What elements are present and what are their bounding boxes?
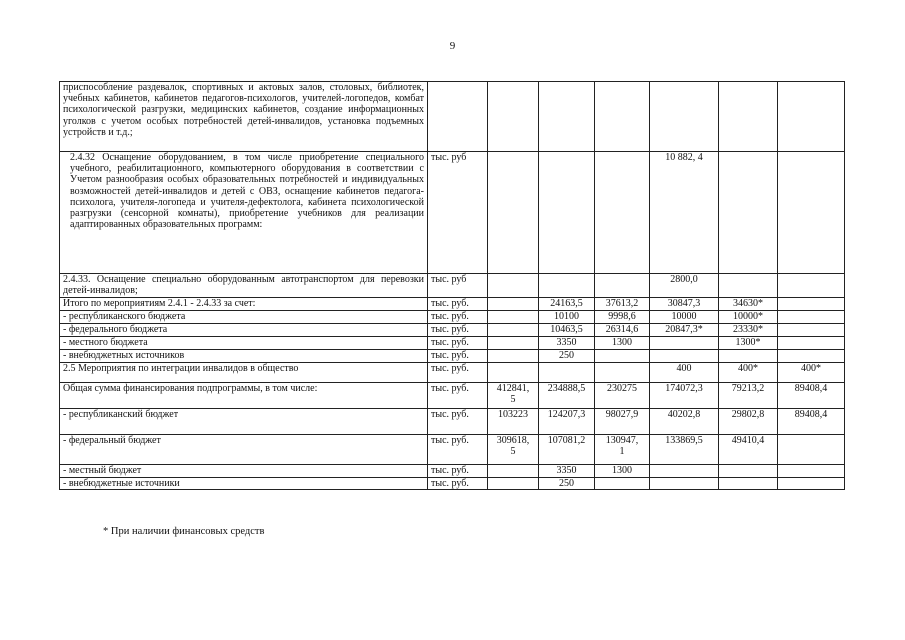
row-value [778,82,845,152]
table-row [60,311,845,324]
row-value: 24163,5 [539,298,595,311]
row-value: 10000* [719,311,778,324]
row-unit: тыс. руб. [428,478,488,490]
row-unit: тыс. руб. [428,383,488,409]
row-unit [428,82,488,152]
row-value [650,465,719,478]
row-value: 234888,5 [539,383,595,409]
row-description: - республиканский бюджет [60,409,428,435]
row-value [778,311,845,324]
table-row [60,274,845,298]
table-row [60,435,845,465]
table-row [60,350,845,363]
row-value: 49410,4 [719,435,778,465]
row-value [488,324,539,337]
row-value: 98027,9 [595,409,650,435]
row-value: 1300 [595,337,650,350]
row-value [488,274,539,298]
row-description: Общая сумма финансирования подпрограммы, в том числе: [60,383,428,409]
row-value [719,350,778,363]
row-value: 133869,5 [650,435,719,465]
row-description: 2.4.33. Оснащение специально оборудованным автотранспортом для перевозки детей-инвалидов; [60,274,428,298]
table-row [60,152,845,274]
row-value [539,152,595,274]
row-value [488,465,539,478]
row-value: 412841, 5 [488,383,539,409]
row-value: 89408,4 [778,409,845,435]
row-value [595,350,650,363]
row-description: - республиканского бюджета [60,311,428,324]
row-value [488,311,539,324]
row-value [778,478,845,490]
row-value: 30847,3 [650,298,719,311]
row-value [539,82,595,152]
row-value [778,324,845,337]
row-value [778,298,845,311]
page-number: 9 [449,40,456,52]
row-description: - федеральный бюджет [60,435,428,465]
row-value [488,152,539,274]
row-unit: тыс. руб. [428,324,488,337]
row-value [719,465,778,478]
row-value [650,350,719,363]
financing-table [59,81,845,490]
row-value [778,435,845,465]
row-value [488,350,539,363]
row-value: 107081,2 [539,435,595,465]
row-value: 20847,3* [650,324,719,337]
table-row [60,298,845,311]
row-value: 9998,6 [595,311,650,324]
row-value [778,152,845,274]
row-unit: тыс. руб. [428,435,488,465]
row-value: 309618, 5 [488,435,539,465]
table-row [60,383,845,409]
table-row [60,409,845,435]
row-value: 23330* [719,324,778,337]
row-description: 2.5 Мероприятия по интеграции инвалидов в общество [60,363,428,383]
row-value [595,478,650,490]
row-unit: тыс. руб. [428,409,488,435]
row-description: - местного бюджета [60,337,428,350]
row-value [595,363,650,383]
row-value: 2800,0 [650,274,719,298]
row-value [778,465,845,478]
row-value [778,337,845,350]
table-body [60,82,845,490]
table-row [60,324,845,337]
row-value: 174072,3 [650,383,719,409]
table-row [60,478,845,490]
row-value [650,337,719,350]
row-unit: тыс. руб. [428,350,488,363]
row-description: - федерального бюджета [60,324,428,337]
row-unit: тыс. руб. [428,298,488,311]
row-value [595,152,650,274]
row-value [650,478,719,490]
row-value: 400* [778,363,845,383]
footnote: * При наличии финансовых средств [103,526,265,537]
row-description: - внебюджетные источники [60,478,428,490]
row-description: Итого по мероприятиям 2.4.1 - 2.4.33 за счет: [60,298,428,311]
table-row [60,363,845,383]
row-value [595,82,650,152]
row-value [539,363,595,383]
row-unit: тыс. руб. [428,337,488,350]
row-value [595,274,650,298]
row-value: 230275 [595,383,650,409]
row-value: 1300* [719,337,778,350]
row-unit: тыс. руб. [428,465,488,478]
row-value: 34630* [719,298,778,311]
row-value [719,82,778,152]
row-value: 130947, 1 [595,435,650,465]
row-value [719,478,778,490]
row-value [488,337,539,350]
row-unit: тыс. руб [428,274,488,298]
row-description: - внебюджетных источников [60,350,428,363]
row-value [539,274,595,298]
row-value: 89408,4 [778,383,845,409]
row-unit: тыс. руб [428,152,488,274]
row-value: 37613,2 [595,298,650,311]
row-value: 250 [539,350,595,363]
row-value [488,363,539,383]
table-row [60,337,845,350]
row-value: 124207,3 [539,409,595,435]
row-value: 79213,2 [719,383,778,409]
row-value [488,82,539,152]
row-value: 10463,5 [539,324,595,337]
row-value: 400* [719,363,778,383]
row-value: 103223 [488,409,539,435]
row-value [719,152,778,274]
row-value: 40202,8 [650,409,719,435]
row-unit: тыс. руб. [428,311,488,324]
row-value: 250 [539,478,595,490]
row-value: 29802,8 [719,409,778,435]
row-value: 3350 [539,337,595,350]
row-value [488,478,539,490]
row-value: 10100 [539,311,595,324]
row-value [778,350,845,363]
table-row [60,82,845,152]
row-value: 26314,6 [595,324,650,337]
row-description: - местный бюджет [60,465,428,478]
row-value [488,298,539,311]
row-unit: тыс. руб. [428,363,488,383]
row-value [778,274,845,298]
row-value [719,274,778,298]
row-value: 1300 [595,465,650,478]
row-description: приспособление раздевалок, спортивных и актовых залов, столовых, библиотек, учебных кабинетов, кабинетов педагогов-психологов, учителей-логопедов, комбат психологической разгрузки, медицинских кабинетов, создание информационных уголков с учетом особых потребностей детей-инвалидов, установка подъемных устройств и т.д.; [60,82,428,152]
table-row [60,465,845,478]
row-value: 10000 [650,311,719,324]
row-value: 400 [650,363,719,383]
row-description: 2.4.32 Оснащение оборудованием, в том числе приобретение специального учебного, реабилитационного, компьютерного оборудования в соответствии с Учетом разнообразия особых образовательных потребностей и индивидуальных возможностей детей-инвалидов и детей с ОВЗ, оснащение кабинетов педагога-психолога, учителя-логопеда и учителя-дефектолога, кабинета психологической разгрузки (сенсорной комнаты), приобретение учебников для реализации адаптированных образовательных программ: [60,152,428,274]
row-value: 3350 [539,465,595,478]
row-value [650,82,719,152]
row-value: 10 882, 4 [650,152,719,274]
